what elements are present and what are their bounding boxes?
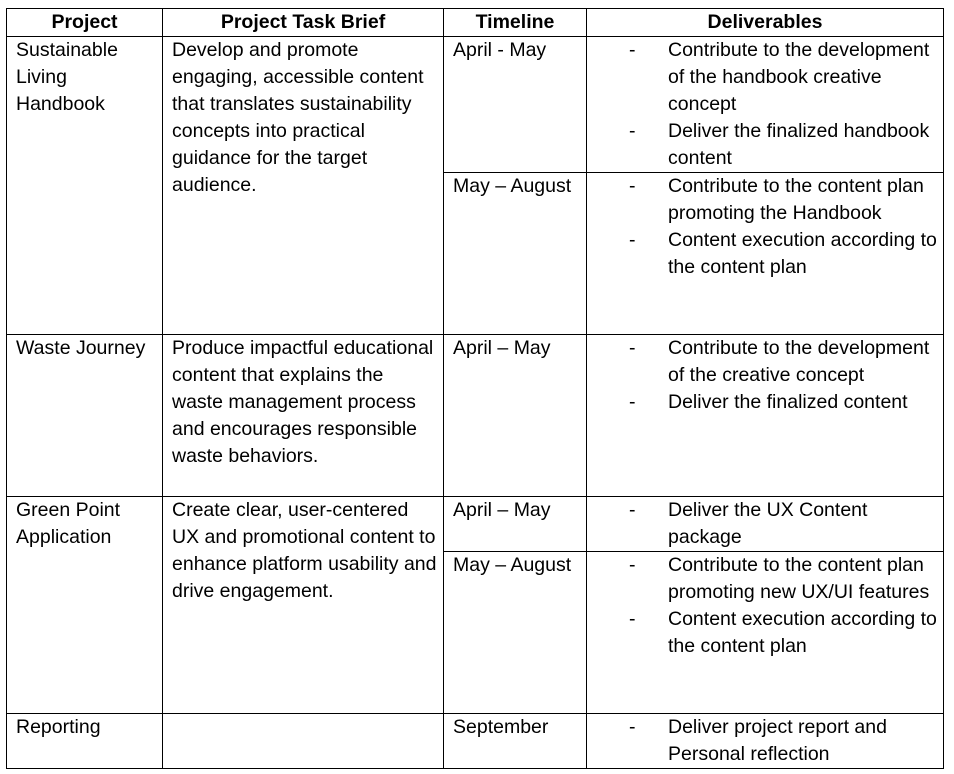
list-item [587,606,943,660]
timeline-cell: April – May [444,497,587,552]
list-item [587,37,943,118]
bullet-dash: - [629,716,636,738]
list-item [587,497,943,551]
deliverables-list [587,714,943,768]
header-project: Project [7,9,163,37]
deliverables-list [587,37,943,172]
header-timeline: Timeline [444,9,587,37]
header-row [7,9,944,37]
deliverable-text: Content execution according to the content plan [668,229,937,278]
timeline-cell: May – August [444,173,587,335]
deliverable-text: Contribute to the development of the creative concept [668,337,930,386]
deliverables-list [587,335,943,416]
task-brief-cell: Develop and promote engaging, accessible content that translates sustainability concepts into practical guidance for the target audience. [163,37,444,335]
bullet-dash: - [629,39,636,61]
bullet-dash: - [629,554,636,576]
header-deliverables: Deliverables [587,9,944,37]
task-brief-cell [163,714,444,769]
deliverable-text: Content execution according to the content plan [668,608,937,657]
table-row [7,335,944,497]
deliverables-cell [587,173,944,335]
deliverable-text: Deliver the finalized content [668,391,908,413]
bullet-dash: - [629,229,636,251]
bullet-dash: - [629,391,636,413]
table-row [7,497,944,552]
deliverable-text: Contribute to the content plan promoting new UX/UI features [668,554,930,603]
deliverables-cell [587,714,944,769]
deliverable-text: Contribute to the content plan promoting the Handbook [668,175,924,224]
deliverables-cell [587,37,944,173]
list-item [587,173,943,227]
timeline-cell: May – August [444,552,587,714]
deliverables-cell [587,497,944,552]
bullet-dash: - [629,337,636,359]
deliverables-cell [587,552,944,714]
table-row [7,714,944,769]
bullet-dash: - [629,499,636,521]
deliverables-list [587,552,943,660]
task-brief-cell: Produce impactful educational content that explains the waste management process and encourages responsible waste behaviors. [163,335,444,497]
header-task-brief: Project Task Brief [163,9,444,37]
timeline-cell: April - May [444,37,587,173]
project-plan-table [6,8,944,769]
deliverable-text: Contribute to the development of the handbook creative concept [668,39,930,115]
list-item [587,714,943,768]
table-row [7,37,944,173]
deliverables-list [587,173,943,281]
list-item [587,118,943,172]
deliverables-cell [587,335,944,497]
list-item [587,227,943,281]
deliverables-list [587,497,943,551]
project-name-cell: Reporting [7,714,163,769]
deliverable-text: Deliver the UX Content package [668,499,868,548]
bullet-dash: - [629,608,636,630]
deliverable-text: Deliver project report and Personal reflection [668,716,887,765]
list-item [587,389,943,416]
project-name-cell: Sustainable Living Handbook [7,37,163,335]
deliverable-text: Deliver the finalized handbook content [668,120,930,169]
bullet-dash: - [629,175,636,197]
task-brief-cell: Create clear, user-centered UX and promotional content to enhance platform usability and drive engagement. [163,497,444,714]
project-name-cell: Waste Journey [7,335,163,497]
list-item [587,335,943,389]
bullet-dash: - [629,120,636,142]
list-item [587,552,943,606]
project-name-cell: Green Point Application [7,497,163,714]
timeline-cell: September [444,714,587,769]
timeline-cell: April – May [444,335,587,497]
